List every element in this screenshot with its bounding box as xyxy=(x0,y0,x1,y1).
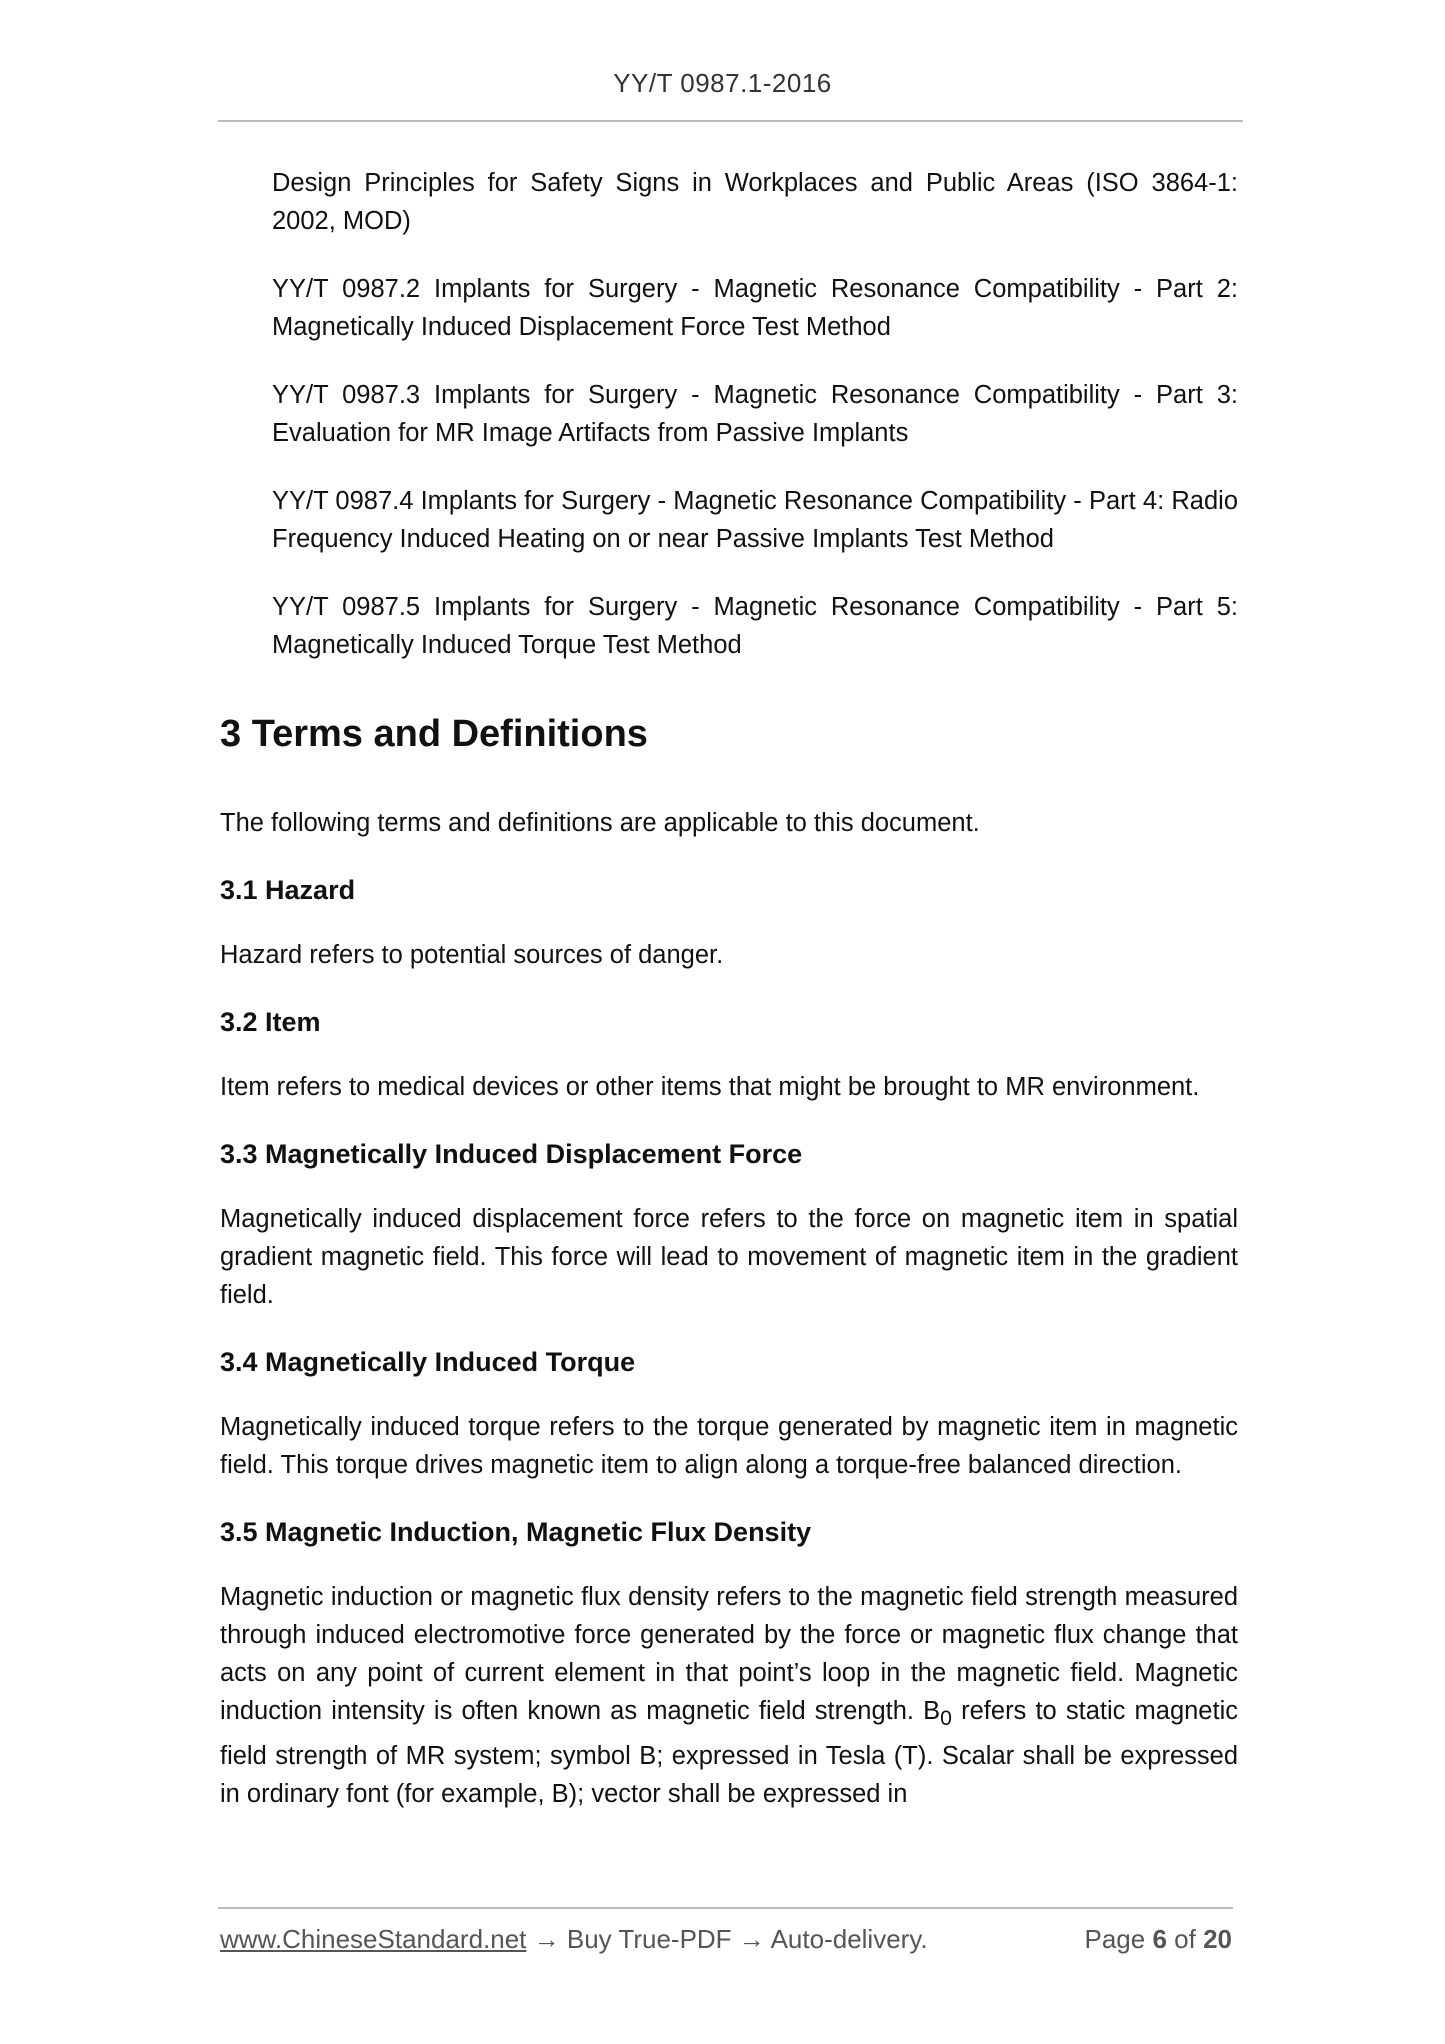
term-definition-torque: Magnetically induced torque refers to the torque generated by magnetic item in magnetic field. This torque drives magnetic item to align along a torque-free balanced direction. xyxy=(220,1413,1238,1479)
term-definition-item: Item refers to medical devices or other items that might be brought to MR environment. xyxy=(220,1073,1200,1101)
footer-promo xyxy=(220,1924,928,1955)
reference-item: YY/T 0987.2 Implants for Surgery - Magnetic Resonance Compatibility - Part 2: Magnetically Induced Displacement Force Test Method xyxy=(272,275,1238,341)
subscript-zero: 0 xyxy=(940,1706,952,1731)
term-definition-magnetic-induction xyxy=(220,1578,1238,1813)
page-indicator xyxy=(1084,1924,1232,1955)
reference-item: YY/T 0987.5 Implants for Surgery - Magnetic Resonance Compatibility - Part 5: Magnetically Induced Torque Test Method xyxy=(272,593,1238,659)
term-definition-hazard: Hazard refers to potential sources of danger. xyxy=(220,941,724,969)
website-link[interactable]: www.ChineseStandard.net xyxy=(220,1924,527,1954)
definition-text-part: refers to static magnetic field strength of MR system; symbol B; expressed in Tesla (T). Scalar shall be expressed in ordinary font (for example, B); vector shall be expressed in xyxy=(220,1697,1238,1809)
of-label: of xyxy=(1174,1924,1196,1954)
section-intro: The following terms and definitions are applicable to this document. xyxy=(220,809,980,837)
buy-text: Buy True-PDF xyxy=(566,1924,732,1954)
arrow-icon: → xyxy=(731,1924,771,1954)
header-divider xyxy=(218,120,1243,122)
delivery-text: Auto-delivery. xyxy=(770,1924,928,1954)
total-pages: 20 xyxy=(1203,1924,1232,1954)
term-heading-item: 3.2 Item xyxy=(220,1007,321,1037)
definition-text-part: Magnetic induction or magnetic flux density refers to the magnetic field strength measured through induced electromotive force generated by the force or magnetic flux change that acts on any point of current element in that point’s loop in the magnetic field. Magnetic induction intensity is often known as magnetic field strength. B xyxy=(220,1583,1238,1725)
arrow-icon: → xyxy=(526,1924,567,1954)
term-heading-displacement-force: 3.3 Magnetically Induced Displacement Force xyxy=(220,1139,803,1169)
footer-divider xyxy=(218,1907,1233,1909)
term-heading-torque: 3.4 Magnetically Induced Torque xyxy=(220,1347,636,1377)
term-definition-displacement-force: Magnetically induced displacement force refers to the force on magnetic item in spatial gradient magnetic field. This force will lead to movement of magnetic item in the gradient field. xyxy=(220,1205,1238,1309)
section-title: 3 Terms and Definitions xyxy=(220,713,648,755)
reference-item: Design Principles for Safety Signs in Workplaces and Public Areas (ISO 3864-1: 2002, MOD) xyxy=(272,169,1238,235)
page-label: Page xyxy=(1084,1924,1146,1954)
term-heading-magnetic-induction: 3.5 Magnetic Induction, Magnetic Flux Density xyxy=(220,1517,812,1547)
page-number: 6 xyxy=(1152,1924,1167,1954)
reference-item: YY/T 0987.4 Implants for Surgery - Magnetic Resonance Compatibility - Part 4: Radio Frequency Induced Heating on or near Passive Implants Test Method xyxy=(272,487,1238,553)
reference-item: YY/T 0987.3 Implants for Surgery - Magnetic Resonance Compatibility - Part 3: Evaluation for MR Image Artifacts from Passive Implants xyxy=(272,381,1238,447)
term-heading-hazard: 3.1 Hazard xyxy=(220,875,356,905)
document-body xyxy=(220,164,1238,1843)
page-header: YY/T 0987.1-2016 xyxy=(613,68,832,98)
